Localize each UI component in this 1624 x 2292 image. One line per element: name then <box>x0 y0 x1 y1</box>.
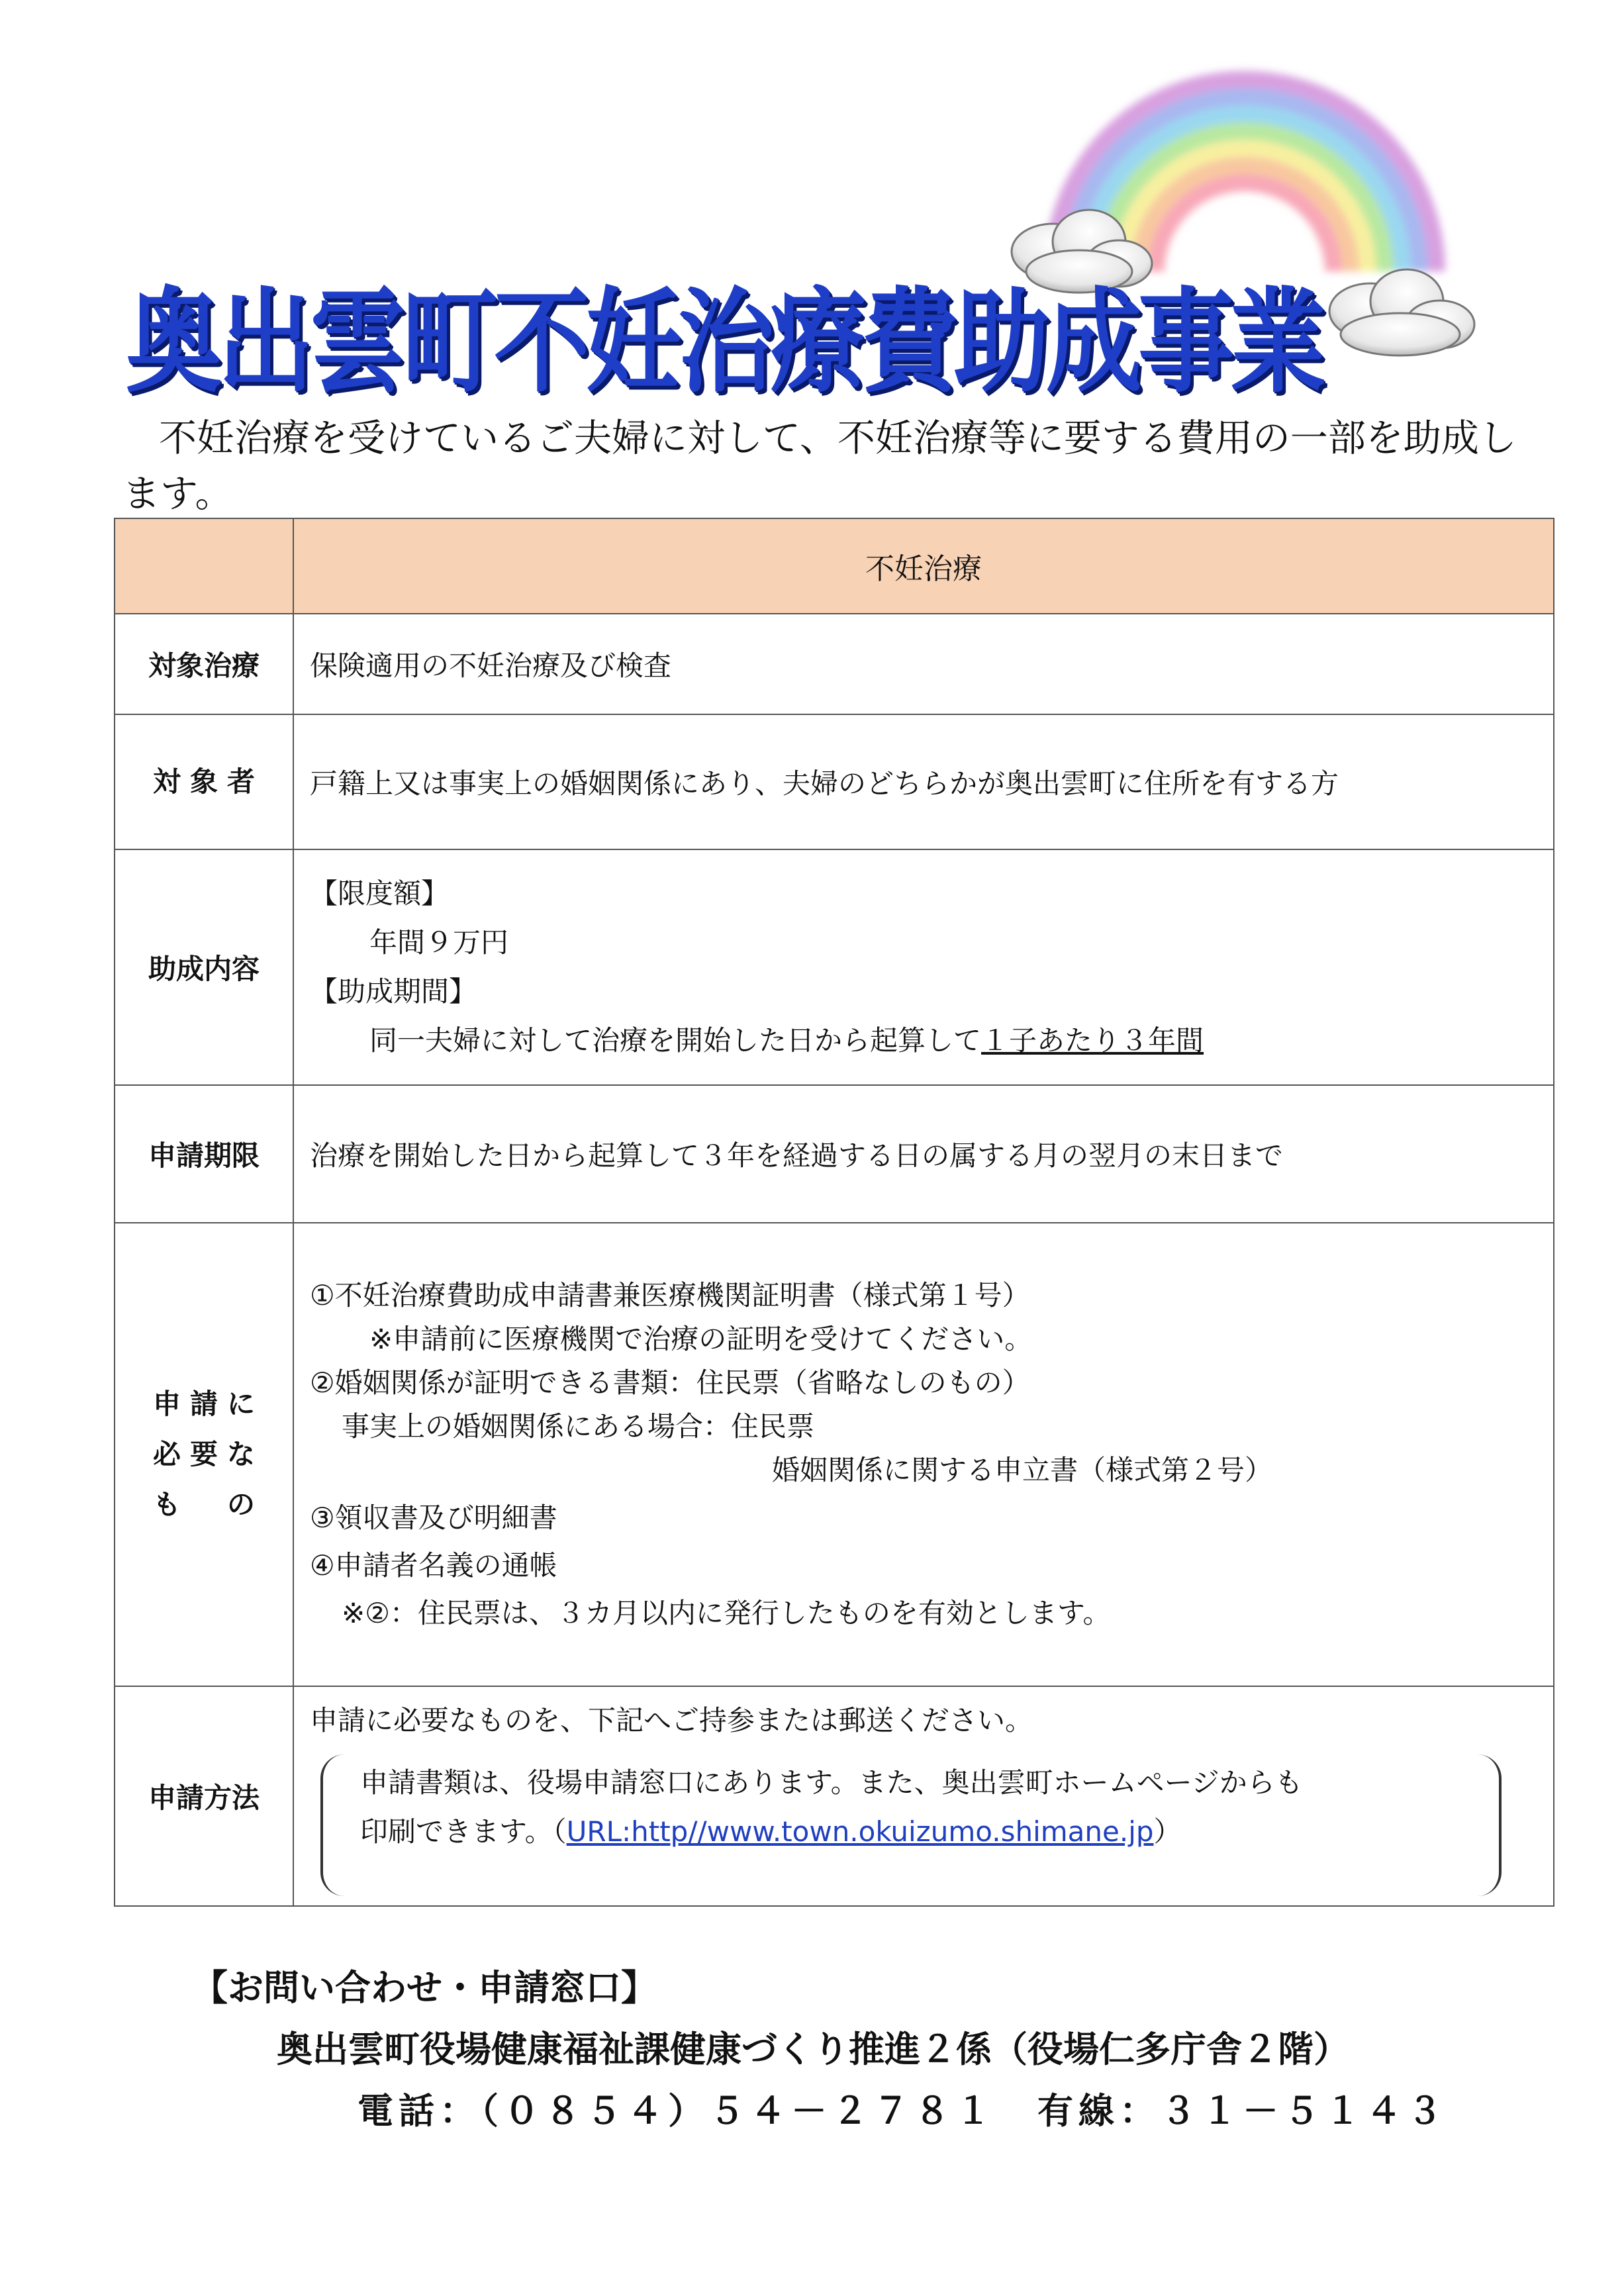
table-header-row <box>115 518 1554 614</box>
contact-heading: 【お問い合わせ・申請窓口】 <box>192 1967 657 2009</box>
list-item: 事実上の婚姻関係にある場合：住民票 <box>342 1410 815 1443</box>
contact-section <box>192 1960 1448 2134</box>
table-row <box>115 714 1554 849</box>
info-table <box>114 518 1554 1907</box>
note-line: 印刷できます。（URL:http//www.town.okuizumo.shimane.jp） <box>360 1815 1182 1848</box>
table-row <box>115 1686 1554 1906</box>
row-value: 保険適用の不妊治療及び検査 <box>293 614 1554 714</box>
table-row <box>115 614 1554 714</box>
row-value: 戸籍上又は事実上の婚姻関係にあり、夫婦のどちらかが奥出雲町に住所を有する方 <box>293 714 1554 849</box>
list-item: ③領収書及び明細書 <box>310 1502 557 1534</box>
contact-phone: 電話：（０８５４）５４－２７８１ 有線：３１－５１４３ <box>358 2090 1448 2132</box>
row-label: 申請方法 <box>115 1686 293 1906</box>
row-value: 治療を開始した日から起算して３年を経過する日の属する月の翌月の末日まで <box>293 1085 1554 1223</box>
list-item: ※②：住民票は、３カ月以内に発行したものを有効とします。 <box>342 1597 1111 1629</box>
row-label: 助成内容 <box>115 849 293 1085</box>
period-title: 【助成期間】 <box>310 975 477 1008</box>
limit-value: 年間９万円 <box>369 926 509 959</box>
cloud-right <box>1329 269 1474 356</box>
list-item: 婚姻関係に関する申立書（様式第２号） <box>772 1454 1273 1486</box>
intro-text: 不妊治療を受けているご夫婦に対して、不妊治療等に要する費用の一部を助成します。 <box>122 416 1517 516</box>
note-bracket <box>320 1754 1502 1896</box>
list-item: ②婚姻関係が証明できる書類：住民票（省略なしのもの） <box>310 1366 1030 1399</box>
row-value <box>293 1686 1554 1906</box>
page-title: 奥出雲町不妊治療費助成事業 <box>126 276 1322 409</box>
period-text: 同一夫婦に対して治療を開始した日から起算して１子あたり３年間 <box>369 1024 1204 1057</box>
row-label: 申請期限 <box>115 1085 293 1223</box>
table-row <box>115 1085 1554 1223</box>
list-item: ①不妊治療費助成申請書兼医療機関証明書（様式第１号） <box>310 1279 1030 1312</box>
row-value <box>293 1223 1554 1686</box>
row-value <box>293 849 1554 1085</box>
list-item: ※申請前に医療機関で治療の証明を受けてください。 <box>369 1323 1033 1355</box>
note-line: 申請書類は、役場申請窓口にあります。また、奥出雲町ホームページからも <box>360 1766 1303 1799</box>
table-row <box>115 849 1554 1085</box>
header-blank-cell <box>115 518 293 614</box>
method-line: 申請に必要なものを、下記へご持参または郵送ください。 <box>310 1704 1033 1737</box>
limit-title: 【限度額】 <box>310 877 450 910</box>
row-label: 申請に 必要な もの <box>115 1223 293 1686</box>
period-underlined: １子あたり３年間 <box>981 1024 1204 1057</box>
contact-department: 奥出雲町役場健康福祉課健康づくり推進２係（役場仁多庁舎２階） <box>277 2029 1349 2070</box>
row-label: 対象治療 <box>115 614 293 714</box>
table-row <box>115 1223 1554 1686</box>
list-item: ④申請者名義の通帳 <box>310 1549 557 1582</box>
town-homepage-link[interactable]: URL:http//www.town.okuizumo.shimane.jp <box>566 1815 1154 1848</box>
table-header: 不妊治療 <box>293 518 1554 614</box>
row-label: 対象者 <box>115 714 293 849</box>
